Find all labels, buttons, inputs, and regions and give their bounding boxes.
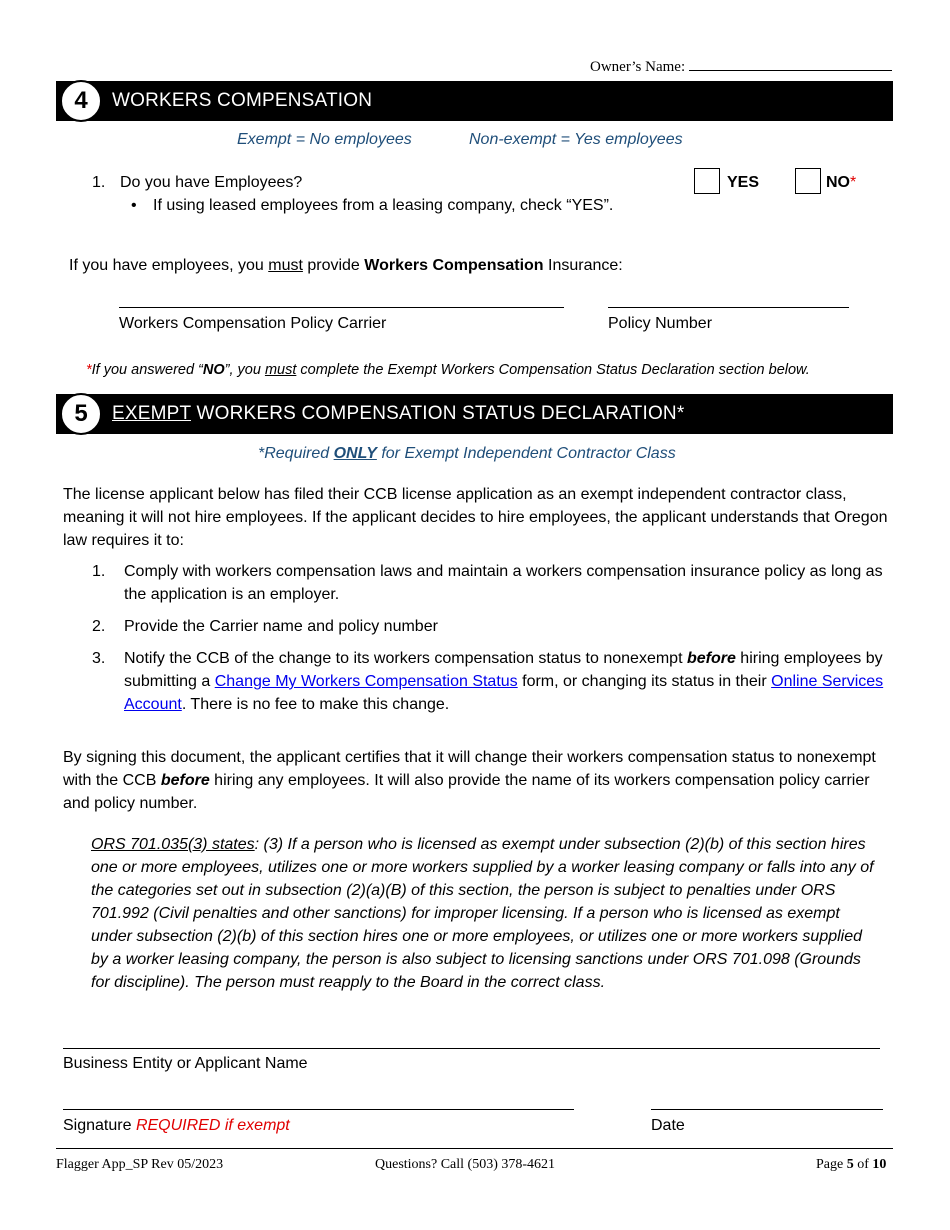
no-answer-note — [86, 362, 810, 378]
list-item-3-number: 3. — [92, 650, 106, 667]
no-asterisk: * — [850, 174, 857, 191]
section-5-title — [112, 403, 684, 425]
date-field[interactable] — [651, 1109, 883, 1110]
list-item-2-number: 2. — [92, 618, 106, 635]
certify-paragraph — [63, 746, 893, 815]
signature-label-row — [63, 1114, 290, 1137]
note-text-2: ”, you — [224, 362, 265, 378]
bullet-icon: • — [131, 197, 137, 214]
carrier-field[interactable] — [119, 307, 564, 308]
no-label: NO — [826, 174, 850, 191]
intro-paragraph: The license applicant below has filed their CCB license application as an exempt independent contractor class, meaning it will not hire employees. If the applicant decides to hire employees, the applicant understands that Oregon law requires it to: — [63, 486, 888, 549]
ors-reference: ORS 701.035(3) states — [91, 836, 255, 853]
signature-field[interactable] — [63, 1109, 574, 1110]
certify-text-1: By signing this document, the applicant certifies that it will change their workers compensation status to nonexempt with the CCB — [63, 749, 876, 789]
list-item-3 — [124, 647, 886, 716]
note-text-1: If you answered “ — [91, 362, 203, 378]
list-item-1: Comply with workers compensation laws and maintain a workers compensation insurance policy as long as the application is an employer. — [124, 563, 883, 603]
question-1-text: Do you have Employees? — [120, 174, 303, 191]
note-no: NO — [202, 362, 225, 378]
item3-before: before — [686, 650, 736, 667]
insurance-bold: Workers Compensation — [364, 257, 544, 274]
section-4-title: WORKERS COMPENSATION — [112, 90, 373, 111]
note-text-3: complete the Exempt Workers Compensation Status Declaration section below. — [296, 362, 810, 378]
insurance-text-2: provide — [302, 257, 365, 274]
required-only: ONLY — [333, 445, 377, 462]
certify-before: before — [160, 772, 210, 789]
signature-required: REQUIRED if exempt — [135, 1117, 290, 1134]
owner-name-field[interactable] — [689, 56, 892, 71]
section-4-number: 4 — [60, 80, 102, 122]
page-current: 5 — [846, 1157, 854, 1172]
no-checkbox[interactable] — [795, 168, 821, 194]
insurance-text-1: If you have employees, you — [69, 257, 269, 274]
ors-text: : (3) If a person who is licensed as exempt under subsection (2)(b) of this section hires one or more employees, utilizes one or more workers supplied by a worker leasing company or falls into any of the categories set out in subsection (2)(a)(B) of this section, the person is subject to penalties under ORS 701.992 (Civil penalties and other sanctions) for improper licensing. If a person who is licensed as exempt under subsection (2)(b) of this section hires one or more employees, or utilizes one or more workers supplied by a worker leasing company, the person is also subject to licensing sanctions under ORS 701.098 (Grounds for discipline). The person must reapply to the Board in the correct class. — [91, 836, 874, 991]
certify-text-2: hiring any employees. It will also provide the name of its workers compensation policy carrier and policy number. — [63, 772, 870, 812]
policy-number-field[interactable] — [608, 307, 849, 308]
ors-quote — [91, 833, 881, 994]
question-1-number: 1. — [92, 174, 106, 191]
insurance-text-3: Insurance: — [543, 257, 623, 274]
note-asterisk: * — [86, 362, 92, 378]
signature-label: Signature — [63, 1117, 136, 1134]
entity-name-field[interactable] — [63, 1048, 880, 1049]
footer-questions: Questions? Call (503) 378-4621 — [375, 1157, 556, 1172]
no-label-row — [826, 171, 856, 194]
entity-name-label: Business Entity or Applicant Name — [63, 1055, 308, 1072]
owner-name-label: Owner’s Name: — [590, 59, 686, 75]
online-services-link[interactable]: Online Services Account — [124, 673, 884, 713]
section-4-banner — [56, 81, 893, 121]
required-text-1: *Required — [258, 445, 334, 462]
page-of: of — [853, 1157, 873, 1172]
date-label: Date — [651, 1117, 685, 1134]
list-item-2: Provide the Carrier name and policy number — [124, 618, 438, 635]
nonexempt-note: Non-exempt = Yes employees — [469, 131, 683, 148]
required-note — [258, 445, 676, 463]
section-5-number: 5 — [60, 393, 102, 435]
item3-text-1: Notify the CCB of the change to its workers compensation status to nonexempt — [124, 650, 687, 667]
insurance-instruction — [69, 254, 623, 277]
page-total: 10 — [872, 1157, 887, 1172]
insurance-must: must — [268, 257, 303, 274]
section-5-title-rest: WORKERS COMPENSATION STATUS DECLARATION* — [190, 403, 685, 424]
footer-divider — [56, 1148, 893, 1149]
section-5-banner — [56, 394, 893, 434]
list-item-1-number: 1. — [92, 563, 106, 580]
carrier-label: Workers Compensation Policy Carrier — [119, 315, 387, 332]
item3-text-3: form, or changing its status in their — [517, 673, 772, 690]
exempt-note: Exempt = No employees — [237, 131, 412, 148]
required-text-2: for Exempt Independent Contractor Class — [376, 445, 676, 462]
item3-text-4: . There is no fee to make this change. — [181, 696, 450, 713]
footer-form-id: Flagger App_SP Rev 05/2023 — [56, 1157, 224, 1172]
yes-label: YES — [727, 174, 760, 191]
question-1-bullet: If using leased employees from a leasing company, check “YES”. — [153, 197, 614, 214]
yes-checkbox[interactable] — [694, 168, 720, 194]
policy-number-label: Policy Number — [608, 315, 713, 332]
item3-text-2: hiring employees by submitting a — [124, 650, 883, 690]
owner-name-row — [590, 56, 892, 76]
page-prefix: Page — [816, 1157, 847, 1172]
section-5-title-exempt: EXEMPT — [112, 403, 191, 424]
change-status-link[interactable]: Change My Workers Compensation Status — [214, 673, 518, 690]
note-must: must — [264, 362, 297, 378]
footer-page-number — [816, 1157, 886, 1173]
